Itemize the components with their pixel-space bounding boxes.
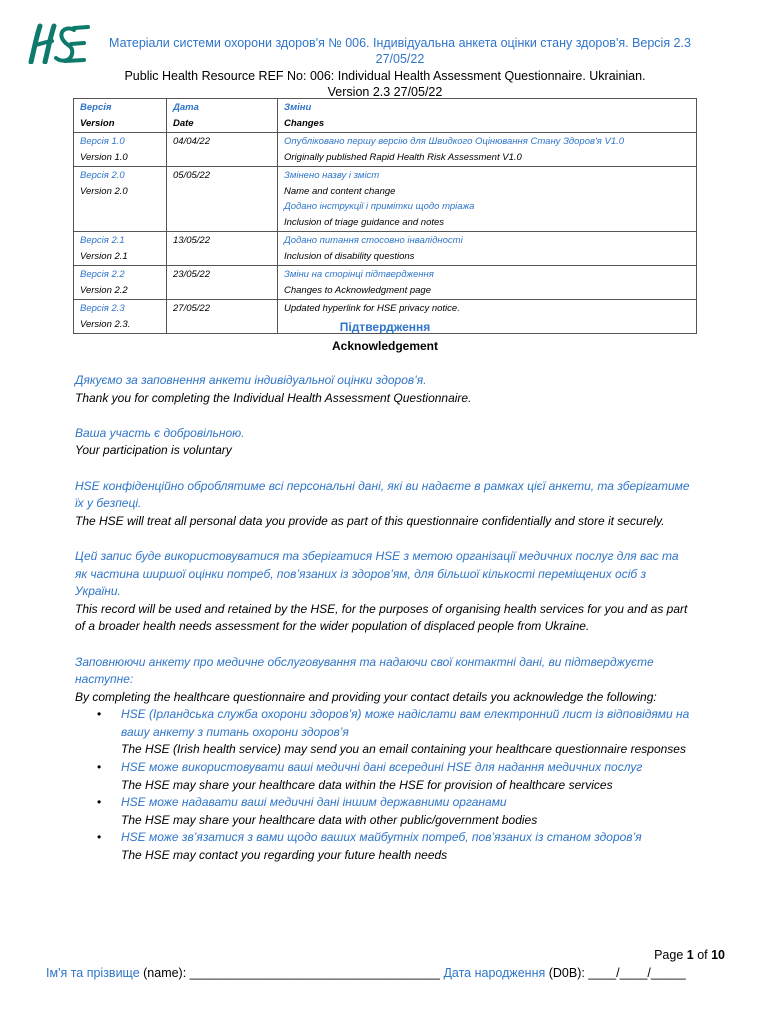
- list-intro-ukrainian: Заповнюючи анкету про медичне обслуговування та надаючи свої контактні дані, ви підтверджуєте наступне:: [75, 654, 654, 687]
- acknowledgement-heading-english: Acknowledgement: [331, 339, 439, 353]
- list-item: [75, 706, 690, 759]
- change-line: Додано інструкції і примітки щодо тріажа: [284, 201, 475, 212]
- date-value: 13/05/22: [173, 235, 210, 246]
- date-cell: [167, 133, 278, 167]
- paragraph-ukrainian: Дякуємо за заповнення анкети індивідуальної оцінки здоров’я.: [75, 373, 427, 387]
- version-en: Version 2.3.: [80, 318, 131, 330]
- footer-fields: [46, 966, 686, 980]
- acknowledgement-list: [75, 706, 690, 864]
- page-current: 1: [686, 948, 694, 962]
- change-line: Inclusion of disability questions: [284, 250, 415, 262]
- list-item-english: The HSE may share your healthcare data within the HSE for provision of healthcare services: [121, 777, 613, 792]
- version-history-table: [73, 98, 697, 334]
- acknowledgement-paragraph: [75, 478, 690, 531]
- acknowledgement-paragraph: [75, 425, 690, 460]
- table-row: [74, 266, 697, 300]
- change-line: Додано питання стосовно інвалідності: [284, 235, 463, 246]
- date-cell: [167, 167, 278, 232]
- header-version: [74, 99, 167, 133]
- paragraph-english: Thank you for completing the Individual Health Assessment Questionnaire.: [75, 390, 472, 405]
- acknowledgement-paragraph: [75, 372, 690, 407]
- version-en: Version 2.2: [80, 284, 128, 296]
- list-item-english: The HSE may share your healthcare data with other public/government bodies: [121, 812, 538, 827]
- change-line: Inclusion of triage guidance and notes: [284, 216, 445, 228]
- date-value: 27/05/22: [173, 303, 210, 314]
- title-en-line-2: Version 2.3 27/05/22: [327, 85, 443, 99]
- header-changes-ua: Зміни: [284, 102, 312, 113]
- list-item-ukrainian: HSE може використовувати ваші медичні дані всередині HSE для надання медичних послуг: [121, 760, 643, 775]
- table-row: [74, 133, 697, 167]
- table-row: [74, 167, 697, 232]
- version-cell: [74, 167, 167, 232]
- page-prefix: Page: [654, 948, 687, 962]
- header-date-en: Date: [173, 117, 194, 129]
- list-item-ukrainian: HSE може зв’язатися з вами щодо ваших майбутніх потреб, пов’язаних із станом здоров’я: [121, 830, 642, 845]
- header-date: [167, 99, 278, 133]
- date-value: 04/04/22: [173, 136, 210, 147]
- list-item: [75, 794, 690, 829]
- paragraph-english: Your participation is voluntary: [75, 443, 232, 458]
- page-number: [654, 948, 725, 962]
- change-line: Originally published Rapid Health Risk Assessment V1.0: [284, 151, 522, 163]
- paragraph-ukrainian: HSE конфіденційно оброблятиме всі персональні дані, які ви надаєте в рамках цієї анкети, та зберігатиме їх у безпеці.: [75, 478, 690, 511]
- changes-cell: [278, 232, 697, 266]
- version-ua: Версія 2.3: [80, 303, 125, 314]
- date-value: 23/05/22: [173, 269, 210, 280]
- table-row: [74, 232, 697, 266]
- changes-cell: [278, 167, 697, 232]
- header-date-ua: Дата: [173, 102, 199, 113]
- version-table-body: [74, 133, 697, 334]
- document-title-ukrainian: Матеріали системи охорони здоров'я № 006. Індивідуальна анкета оцінки стану здоров'я. Версія 2.3 27/05/22: [109, 36, 691, 66]
- page-of: of: [693, 948, 712, 962]
- changes-cell: [278, 266, 697, 300]
- version-en: Version 1.0: [80, 151, 128, 163]
- name-label-ukrainian: Ім'я та прізвище: [46, 966, 140, 980]
- list-item: [75, 759, 690, 794]
- paragraph-ukrainian: Цей запис буде використовуватися та зберігатися HSE з метою організації медичних послуг для вас та як частина ширшої оцінки потреб, пов’язаних із здоров’ям, для більшої кількості переміщених осіб з України.: [75, 548, 679, 599]
- version-cell: [74, 266, 167, 300]
- change-line: Зміни на сторінці підтвердження: [284, 269, 434, 280]
- bullet-icon: •: [97, 795, 102, 810]
- name-field[interactable]: ____________________________________: [189, 966, 440, 980]
- version-en: Version 2.1: [80, 250, 128, 262]
- dob-label-ukrainian: Дата народження: [443, 966, 546, 980]
- version-en: Version 2.0: [80, 185, 128, 197]
- name-label-english: (name):: [139, 966, 190, 980]
- list-item: [75, 829, 690, 864]
- list-item-english: The HSE (Irish health service) may send you an email containing your healthcare questionnaire responses: [121, 742, 686, 757]
- paragraph-ukrainian: Ваша участь є добровільною.: [75, 425, 245, 440]
- change-line: Name and content change: [284, 185, 396, 197]
- date-cell: [167, 232, 278, 266]
- paragraph-english: This record will be used and retained by the HSE, for the purposes of organising health services for you and as part of a broader health needs assessment for the wider population of displaced people from Ukraine.: [75, 601, 688, 634]
- table-header-row: [74, 99, 697, 133]
- date-value: 05/05/22: [173, 170, 210, 181]
- acknowledgement-heading-ukrainian: Підтвердження: [339, 320, 431, 334]
- list-item-english: The HSE may contact you regarding your future health needs: [121, 848, 448, 863]
- header-version-ua: Версія: [80, 102, 112, 113]
- change-line: Updated hyperlink for HSE privacy notice.: [284, 303, 460, 314]
- version-cell: [74, 133, 167, 167]
- acknowledgement-paragraph: [75, 548, 690, 636]
- list-intro: [75, 654, 690, 707]
- change-line: Опубліковано першу версію для Швидкого Оцінювання Стану Здоров'я V1.0: [284, 136, 625, 147]
- header-version-en: Version: [80, 117, 115, 129]
- bullet-icon: •: [97, 707, 102, 722]
- page-total: 10: [711, 948, 725, 962]
- list-item-ukrainian: HSE (Ірландська служба охорони здоров’я) може надіслати вам електронний лист із відповідями на вашу анкету з питань охорони здоров’я: [121, 707, 690, 739]
- header-changes-en: Changes: [284, 117, 325, 129]
- dob-label-english: (D0B):: [545, 966, 589, 980]
- title-en-line-1: Public Health Resource REF No: 006: Individual Health Assessment Questionnaire. Ukrainian.: [124, 69, 646, 83]
- acknowledgement-body: [75, 372, 690, 865]
- paragraph-english: The HSE will treat all personal data you provide as part of this questionnaire confidentially and store it securely.: [75, 513, 665, 528]
- document-title-english: [60, 68, 710, 100]
- version-cell: [74, 232, 167, 266]
- dob-field[interactable]: ____/____/_____: [588, 966, 686, 980]
- change-line: Змінено назву і зміст: [284, 170, 380, 181]
- hse-logo: [28, 22, 90, 64]
- bullet-icon: •: [97, 830, 102, 845]
- date-cell: [167, 266, 278, 300]
- change-line: Changes to Acknowledgment page: [284, 284, 431, 296]
- changes-cell: [278, 133, 697, 167]
- bullet-icon: •: [97, 760, 102, 775]
- header-changes: [278, 99, 697, 133]
- version-ua: Версія 2.0: [80, 170, 125, 181]
- version-ua: Версія 2.2: [80, 269, 125, 280]
- acknowledgement-paragraphs: [75, 372, 690, 636]
- version-ua: Версія 1.0: [80, 136, 125, 147]
- list-item-ukrainian: HSE може надавати ваші медичні дані іншим державними органами: [121, 795, 507, 810]
- list-intro-english: By completing the healthcare questionnaire and providing your contact details you acknowledge the following:: [75, 689, 657, 704]
- version-ua: Версія 2.1: [80, 235, 125, 246]
